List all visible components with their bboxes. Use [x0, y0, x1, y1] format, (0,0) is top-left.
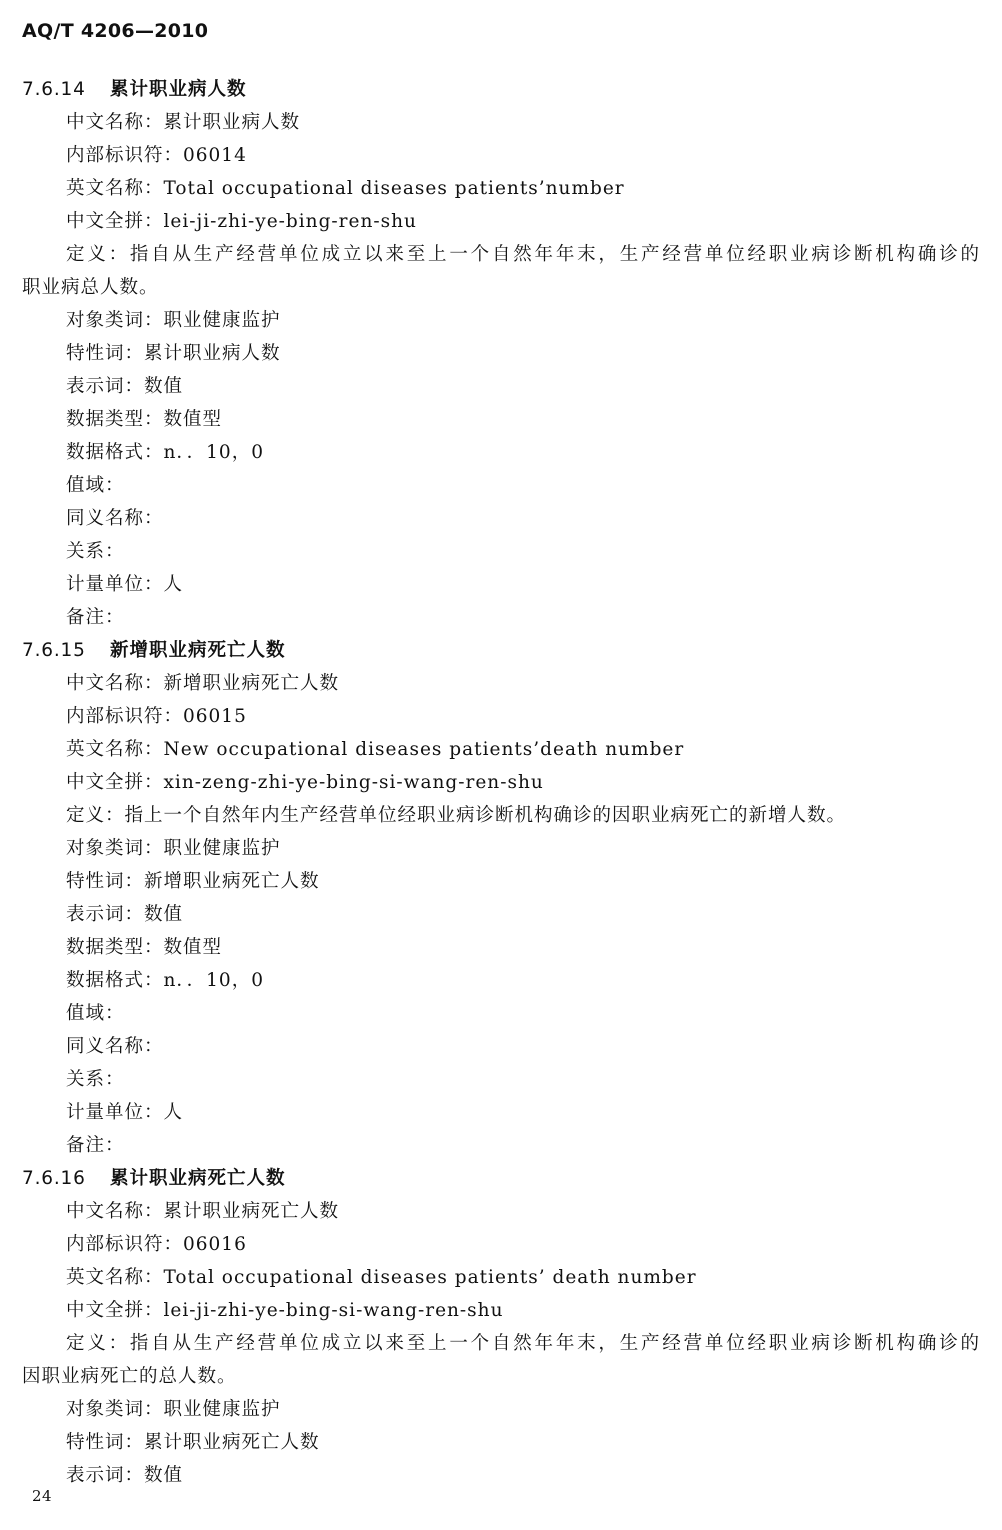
unit-field: 计量单位：人: [66, 1102, 184, 1123]
standard-code: AQ/T 4206—2010: [22, 20, 209, 42]
unit-field: 计量单位：人: [66, 574, 184, 595]
section-heading-7-6-16: [22, 1162, 980, 1195]
english-name-field: 英文名称：New occupational diseases patients’death number: [66, 739, 685, 760]
object-class-field: 对象类词：职业健康监护: [66, 1399, 281, 1420]
value-domain-field: 值域：: [66, 1003, 125, 1024]
internal-id-field: 内部标识符：06015: [66, 706, 247, 727]
relation-field: 关系：: [66, 541, 125, 562]
section-title: 累计职业病人数: [110, 79, 247, 100]
representation-field: 表示词：数值: [66, 1465, 184, 1486]
data-type-field: 数据类型：数值型: [66, 937, 223, 958]
definition-field: 定义：指上一个自然年内生产经营单位经职业病诊断机构确诊的因职业病死亡的新增人数。: [66, 805, 847, 826]
property-field: 特性词：新增职业病死亡人数: [66, 871, 320, 892]
section-heading-7-6-15: [22, 634, 980, 667]
chinese-name-field: 中文名称：累计职业病人数: [66, 112, 301, 133]
pinyin-field: 中文全拼：xin-zeng-zhi-ye-bing-si-wang-ren-shu: [66, 772, 544, 793]
remark-field: 备注：: [66, 1135, 125, 1156]
synonym-field: 同义名称：: [66, 508, 164, 529]
value-domain-field: 值域：: [66, 475, 125, 496]
data-format-field: 数据格式：n．．10，0: [66, 970, 264, 991]
chinese-name-field: 中文名称：新增职业病死亡人数: [66, 673, 340, 694]
pinyin-field: 中文全拼：lei-ji-zhi-ye-bing-ren-shu: [66, 211, 417, 232]
definition-continuation: 因职业病死亡的总人数。: [22, 1366, 237, 1387]
section-heading-7-6-14: [22, 73, 980, 106]
definition-continuation: 职业病总人数。: [22, 277, 159, 298]
page-number: 24: [32, 1487, 53, 1505]
remark-field: 备注：: [66, 607, 125, 628]
property-field: 特性词：累计职业病人数: [66, 343, 281, 364]
object-class-field: 对象类词：职业健康监护: [66, 838, 281, 859]
property-field: 特性词：累计职业病死亡人数: [66, 1432, 320, 1453]
section-title: 新增职业病死亡人数: [110, 640, 286, 661]
representation-field: 表示词：数值: [66, 376, 184, 397]
section-number: 7.6.16: [22, 1168, 86, 1189]
pinyin-field: 中文全拼：lei-ji-zhi-ye-bing-si-wang-ren-shu: [66, 1300, 504, 1321]
internal-id-field: 内部标识符：06014: [66, 145, 247, 166]
object-class-field: 对象类词：职业健康监护: [66, 310, 281, 331]
english-name-field: 英文名称：Total occupational diseases patients’number: [66, 178, 625, 199]
data-format-field: 数据格式：n．．10，0: [66, 442, 264, 463]
definition-field: 定义：指自从生产经营单位成立以来至上一个自然年年末，生产经营单位经职业病诊断机构确诊的: [66, 1333, 980, 1354]
chinese-name-field: 中文名称：累计职业病死亡人数: [66, 1201, 340, 1222]
internal-id-field: 内部标识符：06016: [66, 1234, 247, 1255]
english-name-field: 英文名称：Total occupational diseases patients’ death number: [66, 1267, 697, 1288]
synonym-field: 同义名称：: [66, 1036, 164, 1057]
relation-field: 关系：: [66, 1069, 125, 1090]
document-body: [22, 73, 980, 1492]
section-title: 累计职业病死亡人数: [110, 1168, 286, 1189]
representation-field: 表示词：数值: [66, 904, 184, 925]
section-number: 7.6.15: [22, 640, 86, 661]
definition-field: 定义：指自从生产经营单位成立以来至上一个自然年年末，生产经营单位经职业病诊断机构确诊的: [66, 244, 980, 265]
data-type-field: 数据类型：数值型: [66, 409, 223, 430]
section-number: 7.6.14: [22, 79, 86, 100]
